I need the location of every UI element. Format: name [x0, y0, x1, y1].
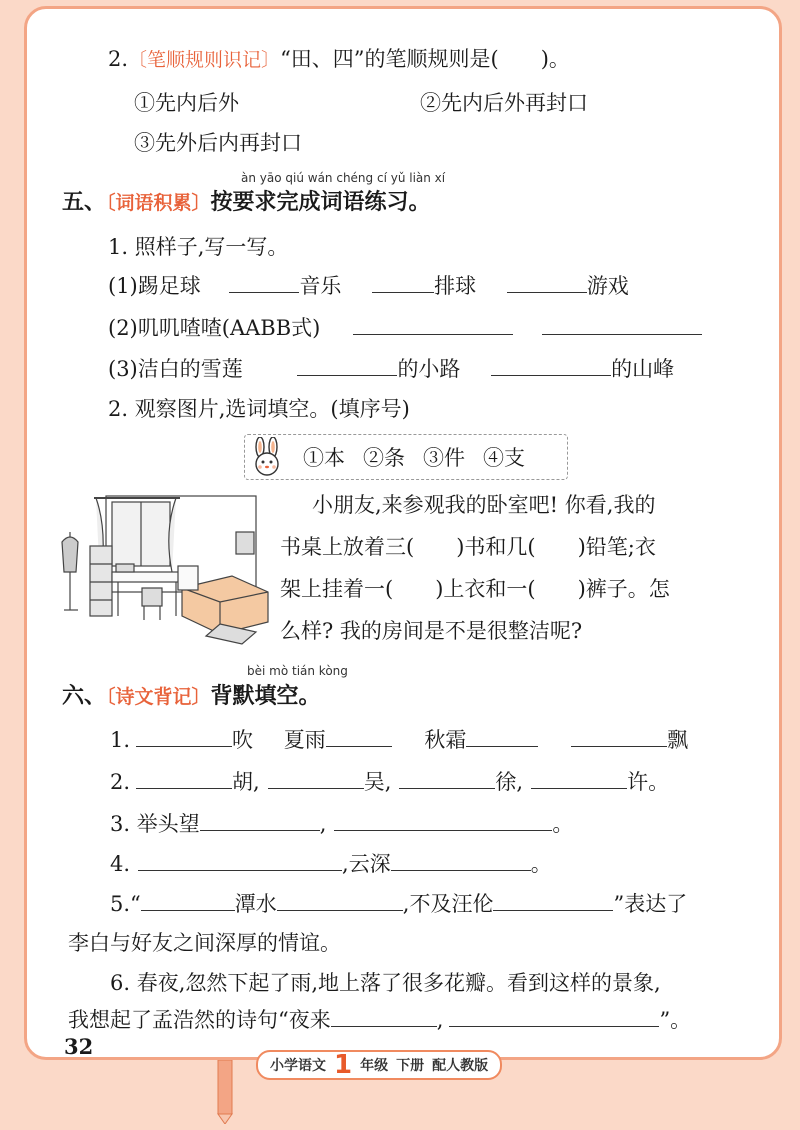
word-option: ③件: [423, 446, 465, 470]
word-option: ④支: [483, 446, 525, 470]
passage-line-1: 小朋友,来参观我的卧室吧! 你看,我的: [312, 493, 656, 517]
section-5-pinyin: àn yāo qiú wán chéng cí yǔ liàn xí: [241, 171, 446, 185]
answer-blank[interactable]: [449, 1004, 659, 1027]
footer-label: [256, 1050, 502, 1080]
word-options-box: [244, 434, 568, 480]
passage-line-2: 书桌上放着三( )书和几( )铅笔;衣: [280, 535, 656, 559]
edition-label: 配人教版: [432, 1058, 489, 1074]
subject-label: 小学语文: [270, 1058, 326, 1074]
grade-number: 1: [334, 1050, 353, 1080]
answer-blank[interactable]: [391, 848, 531, 871]
question-tag: 〔笔顺规则识记〕: [128, 49, 281, 71]
answer-blank[interactable]: [334, 808, 552, 831]
poem-line-2: 2. 胡, 吴, 徐, 许。: [110, 766, 669, 797]
answer-blank[interactable]: [136, 766, 232, 789]
bedroom-illustration: [56, 492, 272, 648]
pencil-icon: [212, 1060, 240, 1124]
section-title: 按要求完成词语练习。: [210, 190, 431, 215]
poem-line-5-continued: 李白与好友之间深厚的情谊。: [68, 931, 341, 955]
answer-blank[interactable]: [399, 766, 495, 789]
section-5-heading: 五、〔词语积累〕按要求完成词语练习。: [62, 190, 431, 215]
answer-blank[interactable]: [268, 766, 364, 789]
volume-label: 下册: [396, 1058, 425, 1074]
word-option: ②条: [363, 446, 405, 470]
poem-line-6-continued: 我想起了孟浩然的诗句“夜来 , ”。: [68, 1004, 691, 1035]
question-2-stroke-order: 2.〔笔顺规则识记〕“田、四”的笔顺规则是( )。: [108, 47, 570, 71]
question-number: 2.: [108, 47, 129, 71]
sec5-question-1: 1. 照样子,写一写。: [108, 235, 289, 259]
answer-blank[interactable]: [141, 888, 235, 911]
poem-line-3: 3. 举头望 , 。: [110, 808, 573, 839]
answer-blank[interactable]: [491, 353, 611, 376]
section-tag: 〔诗文背记〕: [106, 686, 211, 708]
answer-blank[interactable]: [138, 848, 342, 871]
section-tag: 〔词语积累〕: [106, 192, 211, 214]
answer-blank[interactable]: [297, 353, 397, 376]
answer-blank[interactable]: [326, 724, 392, 747]
section-title: 背默填空。: [210, 684, 321, 709]
sec5-question-2: 2. 观察图片,选词填空。(填序号): [108, 397, 410, 421]
grade-label: 年级: [360, 1058, 389, 1074]
answer-blank[interactable]: [493, 888, 613, 911]
section-6-pinyin: bèi mò tián kòng: [247, 664, 348, 678]
question-stem: “田、四”的笔顺规则是(: [280, 47, 499, 71]
sec5-row-2: (2)叽叽喳喳(AABB式): [108, 312, 702, 343]
poem-line-6: 6. 春夜,忽然下起了雨,地上落了很多花瓣。看到这样的景象,: [110, 971, 661, 995]
option-1: ①先内后外: [134, 91, 239, 115]
answer-blank[interactable]: [507, 270, 587, 293]
passage-line-3: 架上挂着一( )上衣和一( )裤子。怎: [280, 577, 670, 601]
answer-blank[interactable]: [531, 766, 627, 789]
option-2: ②先内后外再封口: [420, 91, 588, 115]
answer-blank[interactable]: [136, 724, 232, 747]
sec5-row-1: (1)踢足球 音乐 排球 游戏: [108, 270, 629, 301]
poem-line-1: 1. 吹 夏雨 秋霜 飘: [110, 724, 688, 755]
answer-blank[interactable]: [229, 270, 299, 293]
option-3: ③先外后内再封口: [134, 131, 302, 155]
page-number: 32: [64, 1034, 94, 1059]
poem-line-4: 4. ,云深 。: [110, 848, 552, 879]
passage-line-4: 么样? 我的房间是不是很整洁呢?: [280, 619, 583, 643]
sec5-row-3: (3)洁白的雪莲 的小路 的山峰: [108, 353, 674, 384]
word-option: ①本: [303, 446, 345, 470]
bunny-icon: [249, 437, 285, 477]
answer-blank[interactable]: [353, 312, 513, 335]
answer-blank[interactable]: [331, 1004, 437, 1027]
section-6-heading: 六、〔诗文背记〕背默填空。: [62, 684, 321, 709]
poem-line-5: 5.“ 潭水 ,不及汪伦 ”表达了: [110, 888, 687, 919]
answer-blank[interactable]: [466, 724, 538, 747]
answer-blank[interactable]: [372, 270, 434, 293]
answer-blank[interactable]: [542, 312, 702, 335]
answer-blank[interactable]: [571, 724, 667, 747]
answer-blank[interactable]: [277, 888, 403, 911]
answer-blank[interactable]: [200, 808, 320, 831]
